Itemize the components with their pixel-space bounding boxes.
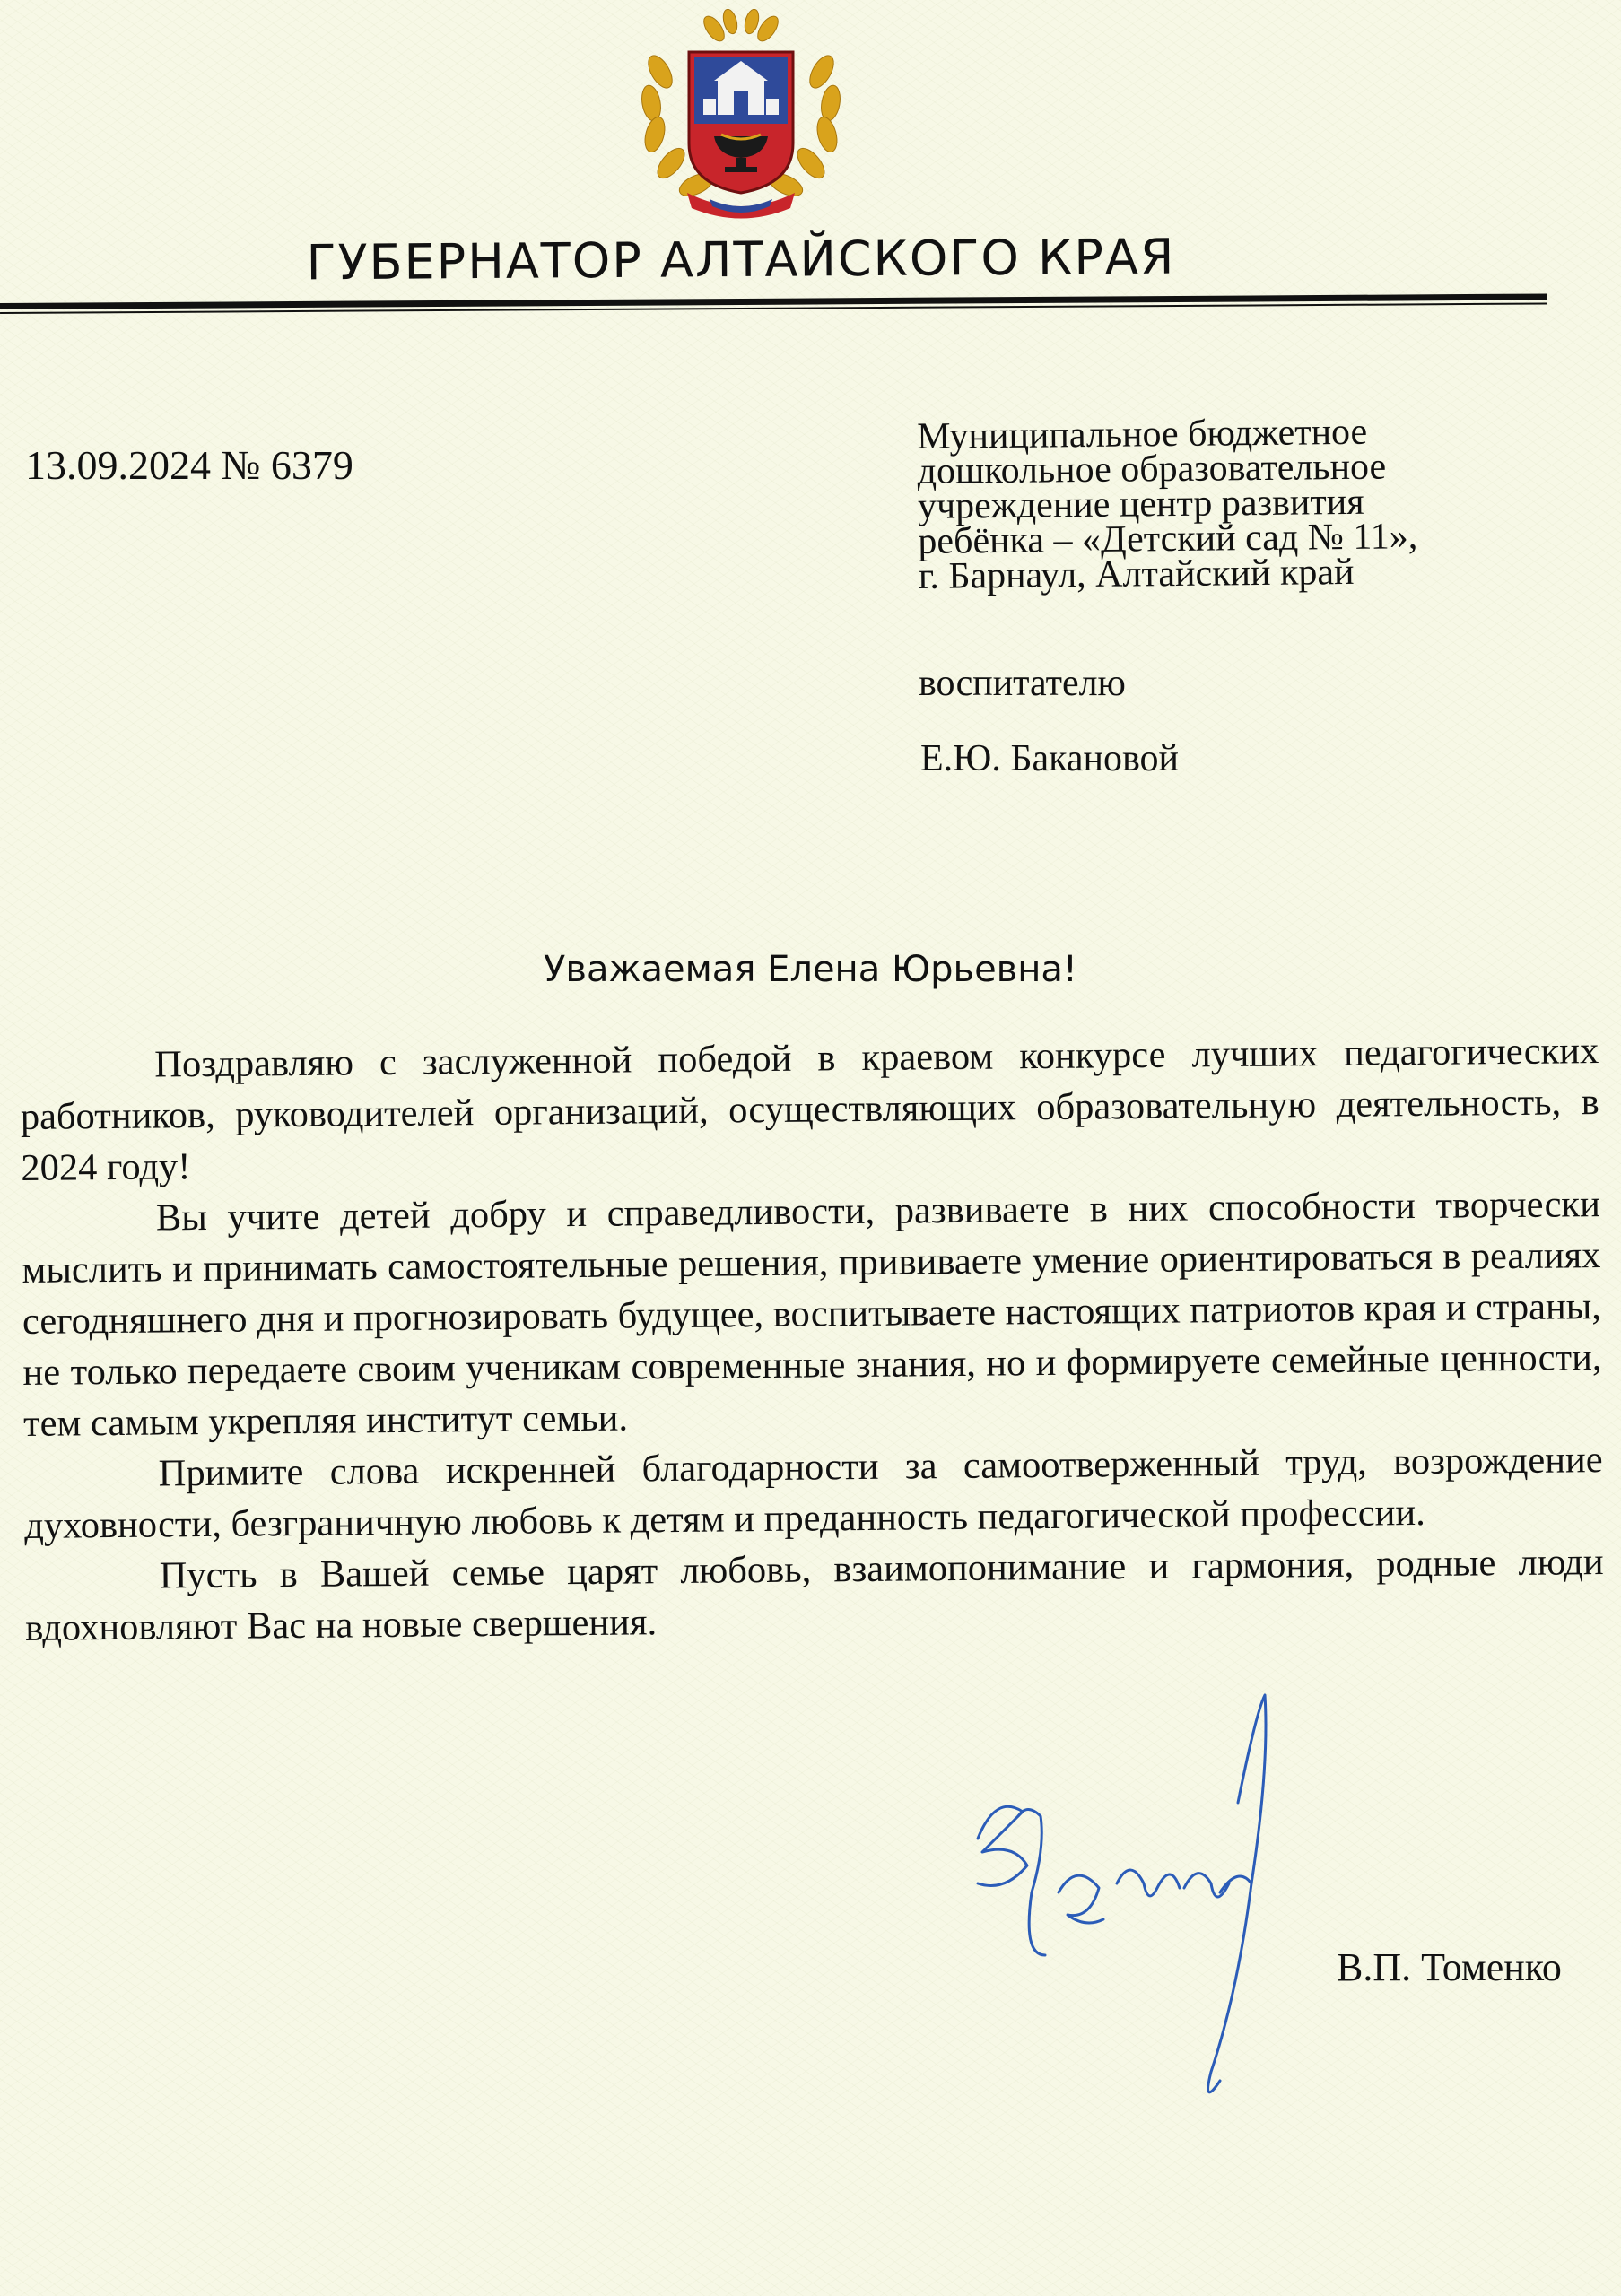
recipient-name: Е.Ю. Бакановой [920, 738, 1179, 779]
body-paragraph: Поздравляю с заслуженной победой в краевом конкурсе лучших педагогических работников, руководителей организаций, осуществляющих образовательную деятельность, в 2024 году! [20, 1030, 1599, 1189]
body-paragraph: Примите слова искренней благодарности за самоотверженный труд, возрождение духовности, безграничную любовь к детям и преданность педагогической профессии. [23, 1439, 1603, 1547]
header-title: ГУБЕРНАТОР АЛТАЙСКОГО КРАЯ [306, 228, 1176, 291]
letter-body [20, 1025, 1604, 1654]
signatory-name: В.П. Томенко [1337, 1945, 1562, 1989]
document-date-number: 13.09.2024 № 6379 [25, 442, 353, 488]
addressee-line: учреждение центр развития [917, 481, 1364, 527]
handwritten-signature-icon [942, 1659, 1319, 2126]
coat-of-arms-icon [624, 9, 858, 224]
addressee-line: ребёнка – «Детский сад № 11», [918, 516, 1418, 562]
body-paragraph: Вы учите детей добру и справедливости, развиваете в них способности творчески мыслить и принимать самостоятельные решения, прививаете умение ориентироваться в реалиях сегодняшнего дня и прогнозировать будущее, воспитываете настоящих патриотов края и страны, не только передаете своим ученикам современные знания, но и формируете семейные ценности, тем самым укрепляя институт семьи. [22, 1183, 1602, 1445]
header-divider [0, 293, 1547, 316]
body-paragraph: Пусть в Вашей семье царят любовь, взаимопонимание и гармония, родные люди вдохновляют Вас на новые свершения. [25, 1541, 1604, 1649]
salutation: Уважаемая Елена Юрьевна! [544, 949, 1077, 990]
addressee-line: г. Барнаул, Алтайский край [918, 551, 1355, 597]
addressee-block [917, 413, 1582, 595]
recipient-position: воспитателю [919, 663, 1126, 704]
addressee-line: дошкольное образовательное [917, 446, 1387, 492]
addressee-line: Муниципальное бюджетное [916, 411, 1368, 457]
